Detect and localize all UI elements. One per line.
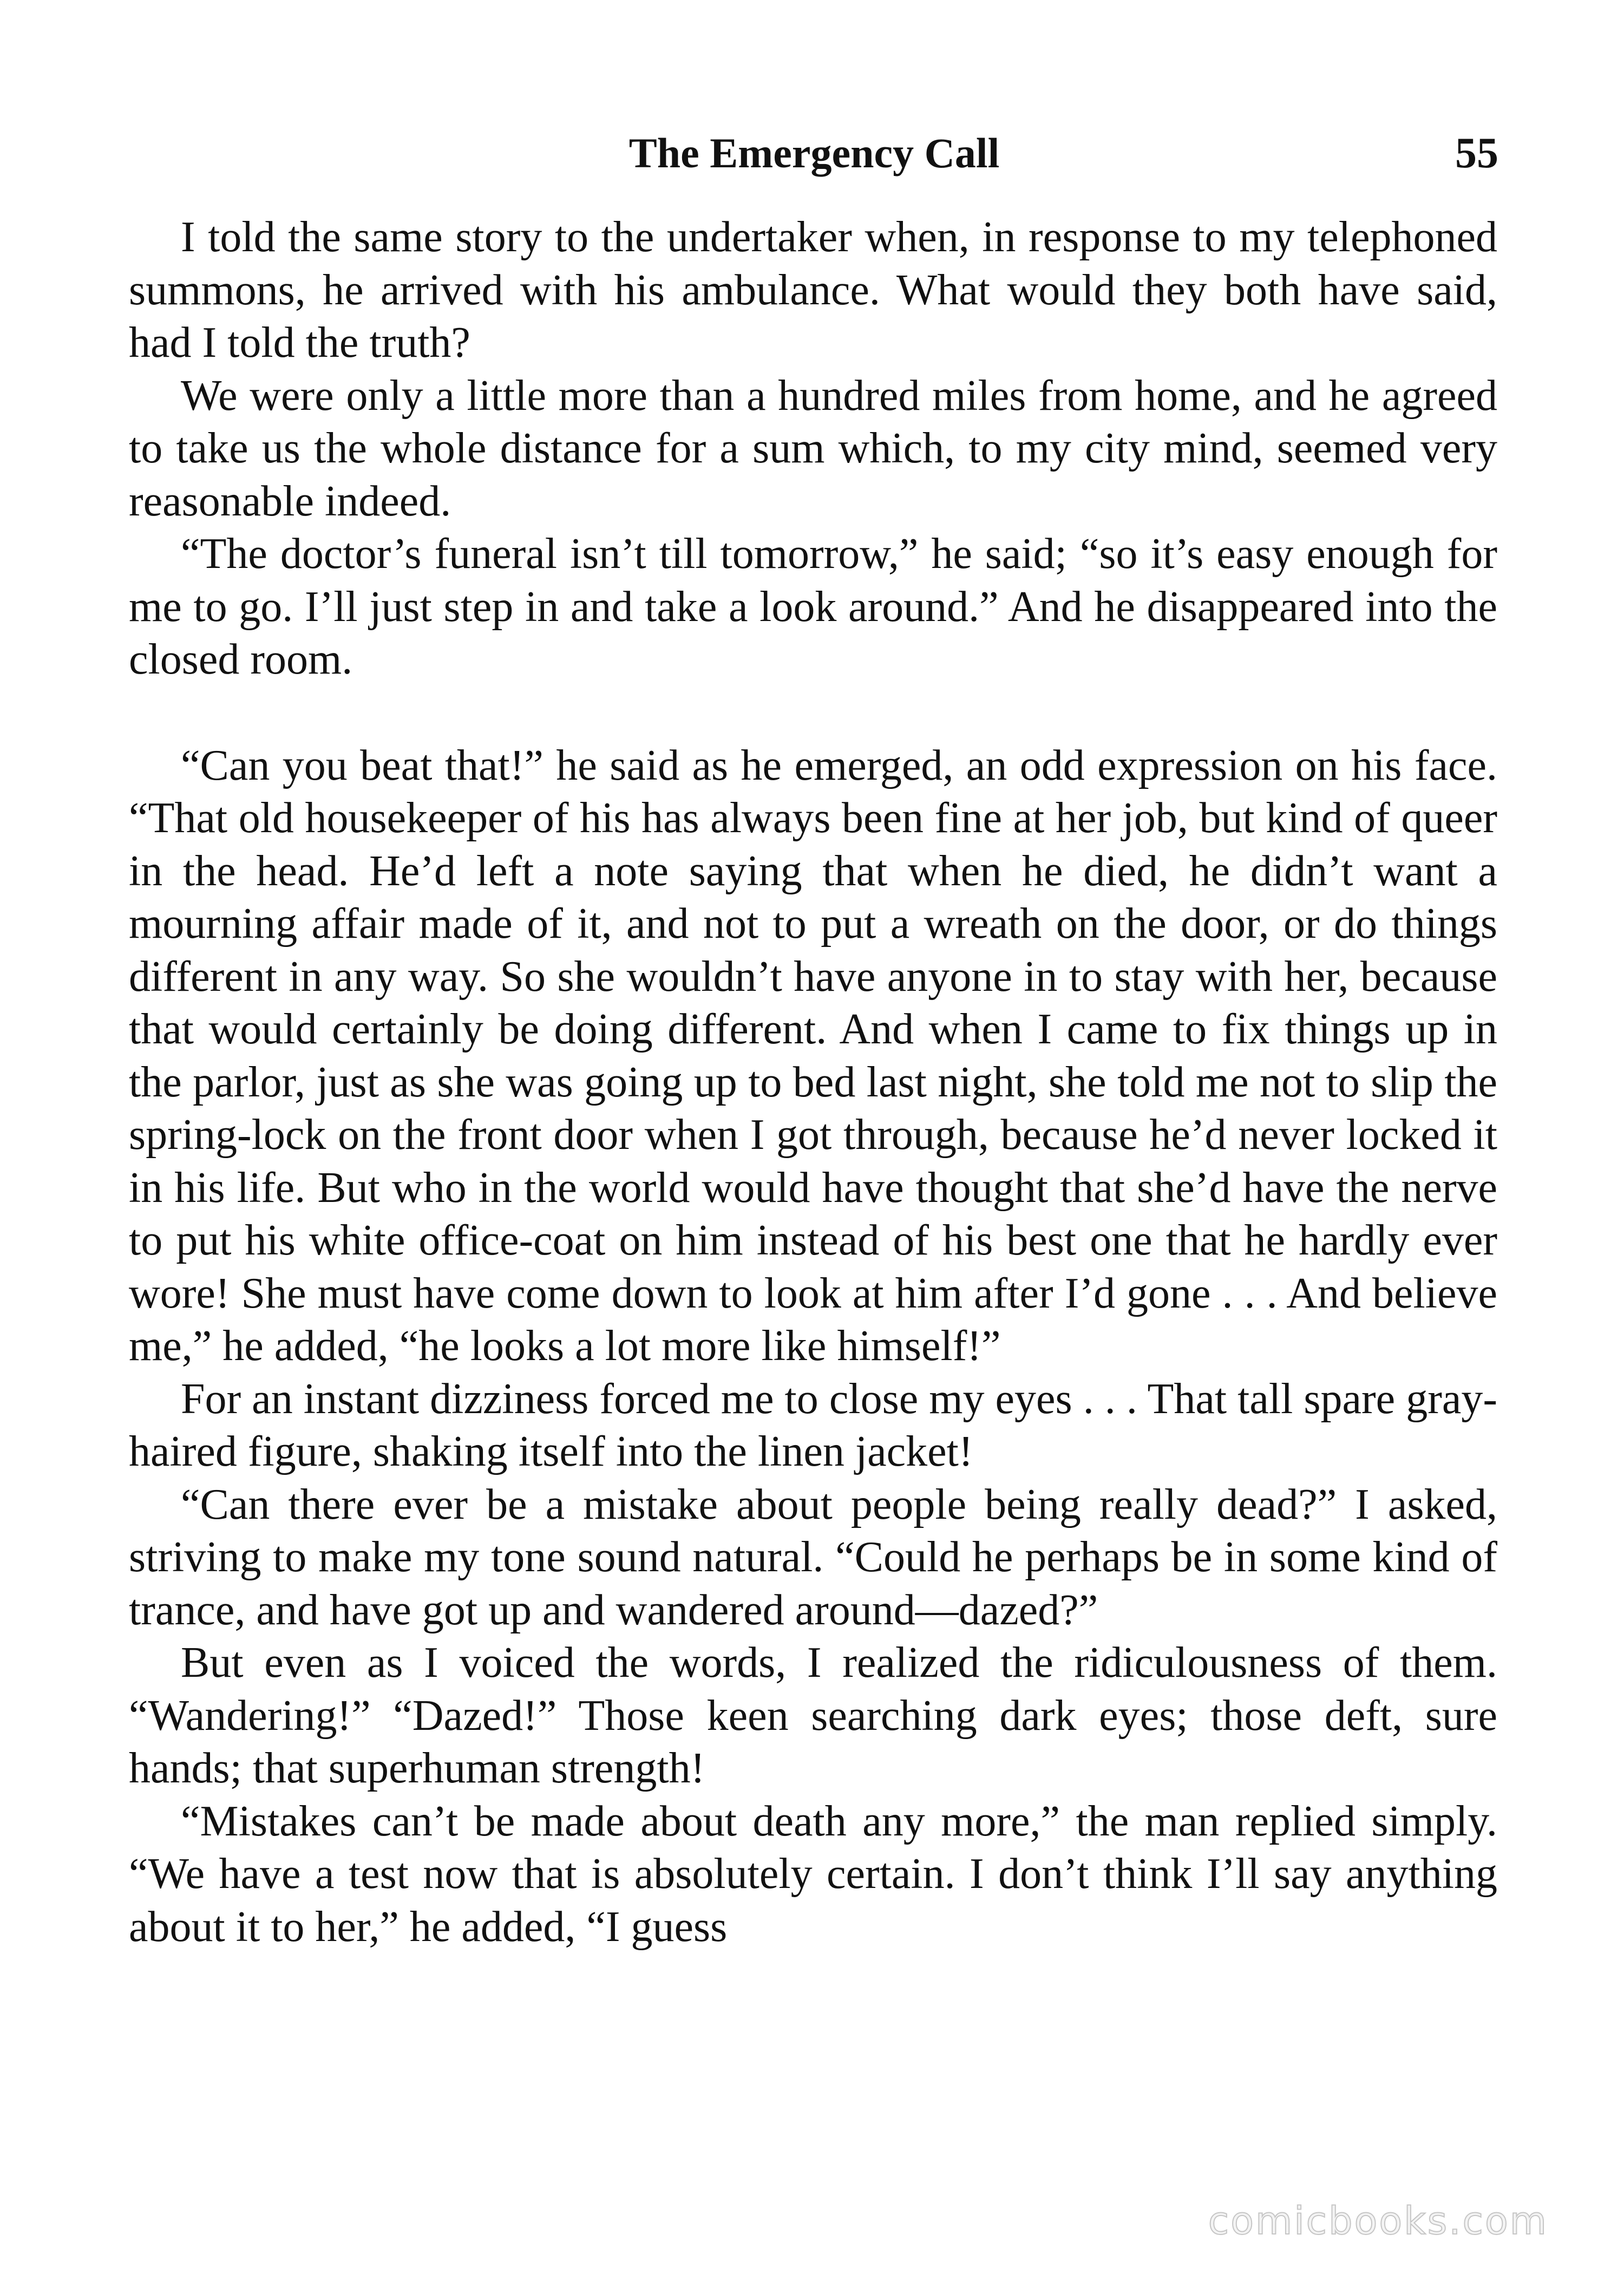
paragraph: For an instant dizziness forced me to close my eyes . . . That tall spare gray-haired figure, shaking itself into the linen jacket! — [129, 1375, 1497, 1475]
page-number: 55 — [1455, 129, 1498, 177]
paragraph: “Can there ever be a mistake about people being really dead?” I asked, striving to make my tone sound natural. “Could he perhaps be in some kind of trance, and have got up and wandered around—dazed?” — [129, 1480, 1497, 1634]
body-text — [129, 211, 1497, 1953]
paragraph: We were only a little more than a hundred miles from home, and he agreed to take us the whole distance for a sum which, to my city mind, seemed very reasonable indeed. — [129, 371, 1497, 525]
watermark: comicbooks.com — [1208, 2199, 1548, 2243]
page-header — [130, 123, 1498, 194]
paragraph: “Mistakes can’t be made about death any more,” the man replied simply. “We have a test now that is absolutely certain. I don’t think I’ll say anything about it to her,” he added, “I guess — [129, 1797, 1497, 1951]
paragraph: “The doctor’s funeral isn’t till tomorrow,” he said; “so it’s easy enough for me to go. I’ll just step in and take a look around.” And he disappeared into the closed room. — [129, 530, 1497, 683]
paragraph: “Can you beat that!” he said as he emerged, an odd expression on his face. “That old housekeeper of his has always been fine at her job, but kind of queer in the head. He’d left a note saying that when he died, he didn’t want a mourning affair made of it, and not to put a wreath on the door, or do things different in any way. So she wouldn’t have anyone in to stay with her, because that would certainly be doing different. And when I came to fix things up in the parlor, just as she was going up to bed last night, she told me not to slip the spring-lock on the front door when I got through, because he’d never locked it in his life. But who in the world would have thought that she’d have the nerve to put his white office-coat on him instead of his best one that he hardly ever wore! She must have come down to look at him after I’d gone . . . And believe me,” he added, “he looks a lot more like himself!” — [129, 741, 1497, 1370]
running-title: The Emergency Call — [628, 129, 1000, 177]
paragraph: But even as I voiced the words, I realized the ridiculousness of them. “Wandering!” “Dazed!” Those keen searching dark eyes; those deft, sure hands; that superhuman strength! — [129, 1639, 1497, 1792]
paragraph: I told the same story to the undertaker when, in response to my telephoned summons, he arrived with his ambulance. What would they both have said, had I told the truth? — [129, 213, 1497, 367]
